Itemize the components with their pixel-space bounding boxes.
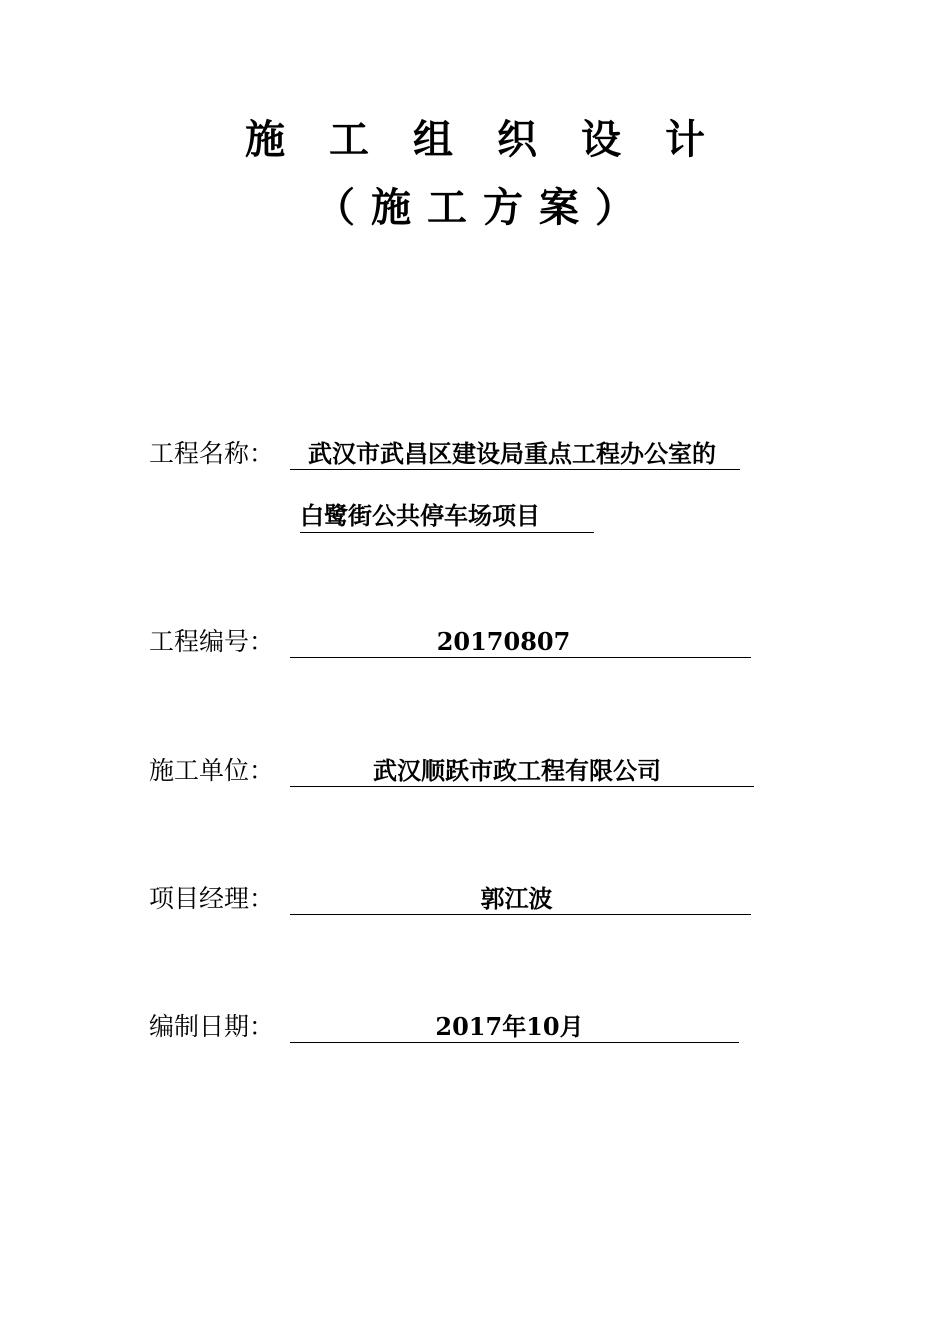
project-name-label: 工程名称： — [149, 439, 275, 468]
project-number-value: 20170807 — [290, 626, 751, 658]
construction-unit-value: 武汉顺跃市政工程有限公司 — [290, 755, 754, 787]
project-number-label: 工程编号： — [149, 627, 275, 656]
project-name-value-line1: 武汉市武昌区建设局重点工程办公室的 — [290, 438, 740, 470]
compile-date-label: 编制日期： — [149, 1012, 275, 1041]
project-manager-label: 项目经理： — [149, 884, 275, 913]
project-manager-value: 郭江波 — [290, 883, 751, 915]
document-title: 施工组织设计 — [245, 116, 749, 163]
construction-unit-label: 施工单位： — [149, 756, 275, 785]
compile-date-value: 2017年10月 — [290, 1011, 739, 1043]
project-name-value-line2: 白鹭街公共停车场项目 — [300, 500, 594, 533]
document-subtitle: （施工方案） — [315, 184, 651, 231]
